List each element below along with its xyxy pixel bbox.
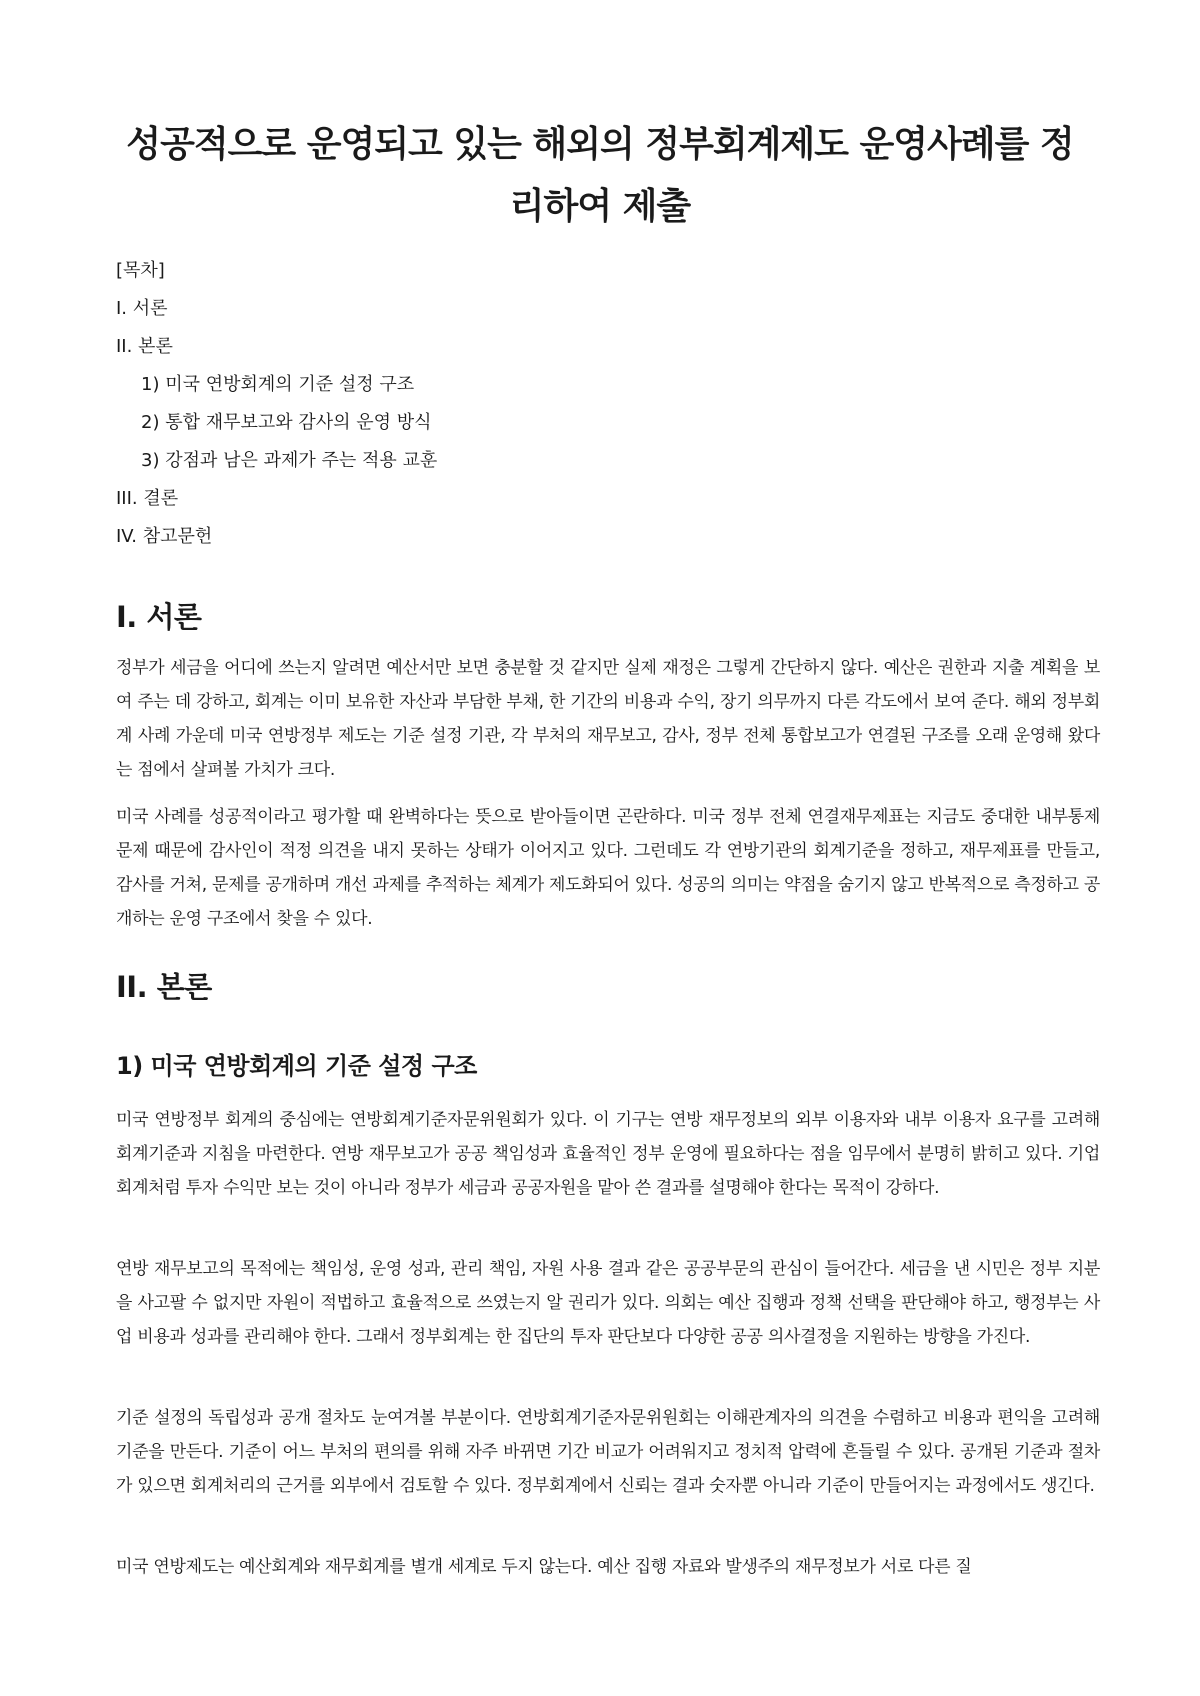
intro-paragraph-1: 정부가 세금을 어디에 쓰는지 알려면 예산서만 보면 충분할 것 같지만 실제 재정은 그렇게 간단하지 않다. 예산은 권한과 지출 계획을 보여 주는 데 강하고, 회계는 이미 보유한 자산과 부담한 부채, 한 기간의 비용과 수익, 장기 의무까지 다른 각도에서 보여 준다. 해외 정부회계 사례 가운데 미국 연방정부 제도는 기준 설정 기관, 각 부처의 재무보고, 감사, 정부 전체 통합보고가 연결된 구조를 오래 운영해 왔다는 점에서 살펴볼 가치가 크다. <box>116 658 1100 780</box>
body-paragraph-3: 기준 설정의 독립성과 공개 절차도 눈여겨볼 부분이다. 연방회계기준자문위원회는 이해관계자의 의견을 수렴하고 비용과 편익을 고려해 기준을 만든다. 기준이 어느 부처의 편의를 위해 자주 바뀌면 기간 비교가 어려워지고 정치적 압력에 흔들릴 수 있다. 공개된 기준과 절차가 있으면 회계처리의 근거를 외부에서 검토할 수 있다. 정부회계에서 신뢰는 결과 숫자뿐 아니라 기준이 만들어지는 과정에서도 생긴다. <box>116 1408 1100 1496</box>
toc-item-references: IV. 참고문헌 <box>116 526 213 547</box>
section-heading-intro: I. 서론 <box>116 600 202 634</box>
toc-item-body-3: 3) 강점과 남은 과제가 주는 적용 교훈 <box>141 450 438 471</box>
section-heading-body: II. 본론 <box>116 970 212 1004</box>
toc-item-conclusion: III. 결론 <box>116 488 179 509</box>
document-title: 성공적으로 운영되고 있는 해외의 정부회계제도 운영사례를 정리하여 제출 <box>126 124 1074 227</box>
body-paragraph-4: 미국 연방제도는 예산회계와 재무회계를 별개 세계로 두지 않는다. 예산 집행 자료와 발생주의 재무정보가 서로 다른 질 <box>116 1557 972 1577</box>
toc-item-intro: I. 서론 <box>116 298 168 319</box>
toc-item-body: II. 본론 <box>116 336 173 357</box>
toc-item-body-1: 1) 미국 연방회계의 기준 설정 구조 <box>141 374 415 395</box>
subsection-heading-1: 1) 미국 연방회계의 기준 설정 구조 <box>116 1052 477 1080</box>
intro-paragraph-2: 미국 사례를 성공적이라고 평가할 때 완벽하다는 뜻으로 받아들이면 곤란하다. 미국 정부 전체 연결재무제표는 지금도 중대한 내부통제 문제 때문에 감사인이 적정 의견을 내지 못하는 상태가 이어지고 있다. 그런데도 각 연방기관의 회계기준을 정하고, 재무제표를 만들고, 감사를 거쳐, 문제를 공개하며 개선 과제를 추적하는 체계가 제도화되어 있다. 성공의 의미는 약점을 숨기지 않고 반복적으로 측정하고 공개하는 운영 구조에서 찾을 수 있다. <box>116 807 1100 929</box>
body-paragraph-2: 연방 재무보고의 목적에는 책임성, 운영 성과, 관리 책임, 자원 사용 결과 같은 공공부문의 관심이 들어간다. 세금을 낸 시민은 정부 지분을 사고팔 수 없지만 자원이 적법하고 효율적으로 쓰였는지 알 권리가 있다. 의회는 예산 집행과 정책 선택을 판단해야 하고, 행정부는 사업 비용과 성과를 관리해야 한다. 그래서 정부회계는 한 집단의 투자 판단보다 다양한 공공 의사결정을 지원하는 방향을 가진다. <box>116 1259 1100 1347</box>
table-of-contents <box>116 252 437 556</box>
toc-item-body-2: 2) 통합 재무보고와 감사의 운영 방식 <box>141 412 432 433</box>
body-paragraph-1: 미국 연방정부 회계의 중심에는 연방회계기준자문위원회가 있다. 이 기구는 연방 재무정보의 외부 이용자와 내부 이용자 요구를 고려해 회계기준과 지침을 마련한다. 연방 재무보고가 공공 책임성과 효율적인 정부 운영에 필요하다는 점을 임무에서 분명히 밝히고 있다. 기업회계처럼 투자 수익만 보는 것이 아니라 정부가 세금과 공공자원을 맡아 쓴 결과를 설명해야 한다는 목적이 강하다. <box>116 1110 1100 1198</box>
toc-heading: [목차] <box>116 260 165 281</box>
